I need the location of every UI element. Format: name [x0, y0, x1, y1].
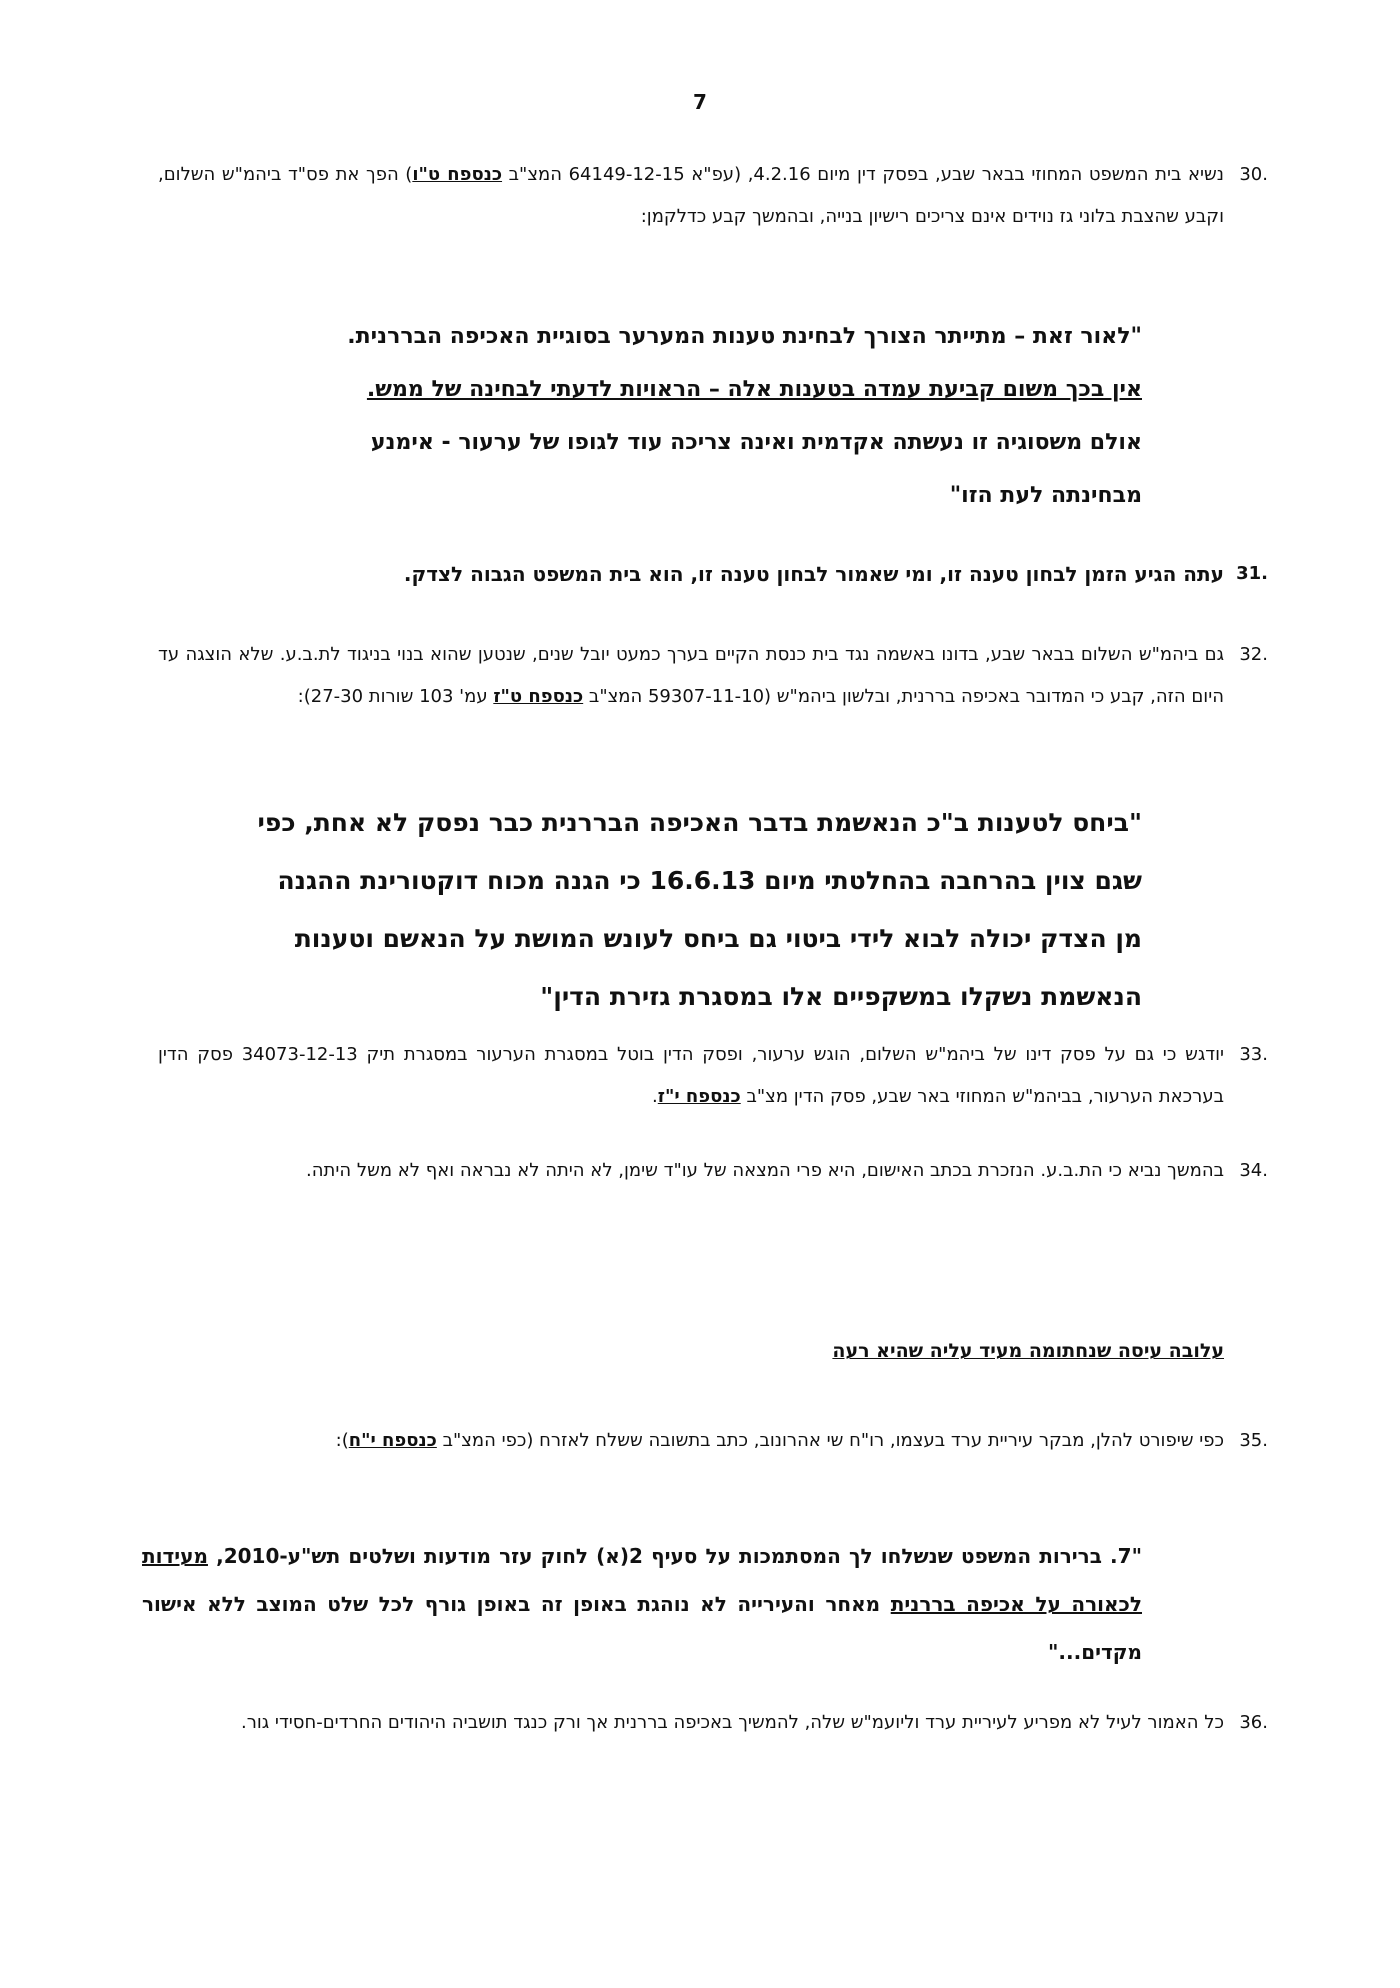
- annex-reference: כנספח י"ז: [657, 1086, 741, 1107]
- paragraph-number: 33.: [1239, 1044, 1268, 1065]
- quote-text: מאחר והעירייה לא נוהגת באופן זה באופן גורף לכל שלט המוצב ללא אישור מקדים...": [142, 1592, 1142, 1664]
- quote-line: אולם משסוגיה זו נעשתה אקדמית ואינה צריכה עוד לגופו של ערעור - אימנע: [370, 430, 1142, 455]
- paragraph-36: [158, 1702, 1268, 1744]
- annex-reference: כנספח י"ח: [348, 1430, 437, 1451]
- quote-block-35: [142, 1532, 1142, 1676]
- quote-block-32: [142, 794, 1142, 1026]
- paragraph-text: עתה הגיע הזמן לבחון טענה זו, ומי שאמור לבחון טענה זו, הוא בית המשפט הגבוה לצדק.: [403, 562, 1224, 586]
- paragraph-number: 31.: [1236, 563, 1268, 584]
- paragraph-text: ):: [335, 1430, 349, 1451]
- paragraph-number: 35.: [1239, 1430, 1268, 1451]
- paragraph-text: יודגש כי גם על פסק דינו של ביהמ"ש השלום, הוגש ערעור, ופסק הדין בוטל במסגרת הערעור במסגרת תיק 34073-12-13 פסק הדין בערכאת הערעור, בביהמ"ש המחוזי באר שבע, פסק הדין מצ"ב: [158, 1044, 1224, 1107]
- paragraph-number: 32.: [1239, 644, 1268, 665]
- paragraph-34: [158, 1150, 1268, 1192]
- quote-block-30: [142, 310, 1142, 522]
- page-number: 7: [693, 90, 707, 114]
- paragraph-text: .: [652, 1086, 658, 1107]
- paragraph-text: נשיא בית המשפט המחוזי בבאר שבע, בפסק דין מיום 4.2.16, (עפ"א 64149-12-15 המצ"ב: [502, 164, 1224, 185]
- paragraph-30: [158, 154, 1268, 238]
- quote-text: "7. ברירות המשפט שנשלחו לך המסתמכות על סעיף 2(א) לחוק עזר מודעות ושלטים תש"ע-2010,: [207, 1544, 1142, 1568]
- paragraph-text: גם ביהמ"ש השלום בבאר שבע, בדונו באשמה נגד בית כנסת הקיים בערך כמעט יובל שנים, שנטען שהוא בנוי בניגוד לת.ב.ע. שלא הוצגה עד היום הזה, קבע כי המדובר באכיפה בררנית, ובלשון ביהמ"ש (59307-11-10 המצ"ב: [158, 644, 1224, 707]
- paragraph-number: 34.: [1239, 1160, 1268, 1181]
- paragraph-text: כל האמור לעיל לא מפריע לעיריית ערד וליועמ"ש שלה, להמשיך באכיפה בררנית אך ורק כנגד תושביה היהודים החרדים-חסידי גור.: [241, 1712, 1224, 1733]
- paragraph-text: עמ' 103 שורות 27-30):: [297, 686, 494, 707]
- quote-line-underlined: אין בכך משום קביעת עמדה בטענות אלה – הראויות לדעתי לבחינה של ממש.: [366, 377, 1142, 402]
- paragraph-text: בהמשך נביא כי הת.ב.ע. הנזכרת בכתב האישום, היא פרי המצאה של עו"ד שימן, לא היתה לא נבראה ואף לא משל היתה.: [306, 1160, 1224, 1181]
- paragraph-31: [158, 553, 1268, 595]
- paragraph-text: כפי שיפורט להלן, מבקר עיריית ערד בעצמו, רו"ח שי אהרונוב, כתב בתשובה ששלח לאזרח (כפי המצ"ב: [436, 1430, 1224, 1451]
- quote-line: שגם צוין בהרחבה בהחלטתי מיום 16.6.13 כי הגנה מכוח דוקטורינת ההגנה: [277, 866, 1142, 895]
- quote-line: "ביחס לטענות ב"כ הנאשמת בדבר האכיפה הבררנית כבר נפסק לא אחת, כפי: [257, 808, 1142, 837]
- quote-line: מן הצדק יכולה לבוא לידי ביטוי גם ביחס לעונש המושת על הנאשם וטענות: [294, 924, 1142, 953]
- paragraph-35: [158, 1420, 1268, 1462]
- annex-reference: כנספח ט"ז: [493, 686, 584, 707]
- annex-reference: כנספח ט"ו: [412, 164, 503, 185]
- quote-text-underlined: מעידות לכאורה על אכיפה בררנית: [142, 1544, 1142, 1616]
- paragraph-number: 30.: [1239, 164, 1268, 185]
- quote-line: מבחינתה לעת הזו": [949, 483, 1142, 508]
- quote-line: הנאשמת נשקלו במשקפיים אלו במסגרת גזירת הדין": [540, 982, 1142, 1011]
- paragraph-33: [158, 1034, 1268, 1118]
- quote-line: "לאור זאת – מתייתר הצורך לבחינת טענות המערער בסוגיית האכיפה הבררנית.: [347, 324, 1142, 349]
- paragraph-number: 36.: [1239, 1712, 1268, 1733]
- section-heading: עלובה עיסה שנחתומה מעיד עליה שהיא רעה: [832, 1340, 1224, 1362]
- paragraph-text: ) הפך את פס"ד ביהמ"ש השלום, וקבע שהצבת בלוני גז נוידים אינם צריכים רישיון בנייה, ובהמשך קבע כדלקמן:: [158, 164, 1224, 227]
- paragraph-32: [158, 634, 1268, 718]
